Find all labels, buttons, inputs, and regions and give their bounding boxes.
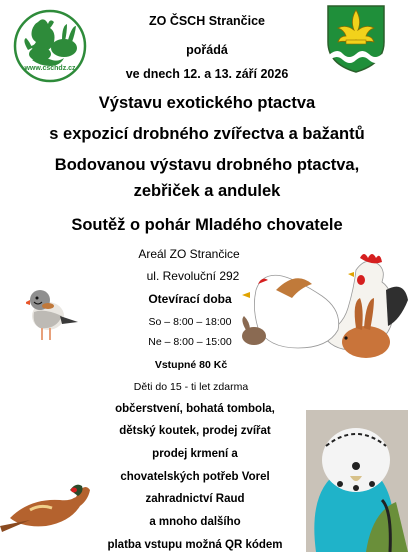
show-title-4: zebřiček a andulek (133, 182, 281, 200)
feature-line-7: platba vstupu možná QR kódem (107, 539, 283, 551)
kids-free: Děti do 15 - ti let zdarma (133, 381, 249, 393)
show-title-1: Výstavu exotického ptactva (98, 94, 316, 112)
feature-line-6: a mnoho dalšího (149, 516, 241, 528)
opening-hours-title: Otevírací doba (148, 292, 232, 306)
venue-street: ul. Revoluční 292 (146, 269, 240, 283)
budgie-icon (306, 410, 408, 552)
rooster-hen-rabbit-icon (236, 250, 408, 362)
hours-sunday: Ne – 8:00 – 15:00 (148, 336, 232, 348)
entry-price: Vstupné 80 Kč (154, 359, 228, 371)
contest-title: Soutěž o pohár Mladého chovatele (71, 216, 343, 234)
logo-url: www.cschdz.cz (24, 65, 76, 72)
feature-line-4: chovatelských potřeb Vorel (120, 471, 270, 483)
feature-line-2: dětský koutek, prodej zvířat (119, 425, 271, 437)
organizes-label: pořádá (186, 43, 228, 57)
organizer: ZO ČSCH Strančice (148, 14, 265, 28)
event-dates: ve dnech 12. a 13. září 2026 (125, 67, 289, 81)
feature-line-1: občerstvení, bohatá tombola, (115, 403, 275, 415)
hours-saturday: So – 8:00 – 18:00 (148, 316, 232, 328)
venue-name: Areál ZO Strančice (138, 247, 240, 261)
zebra-finch-icon (26, 282, 82, 346)
strancice-coat-of-arms-icon (324, 2, 388, 74)
pheasant-icon (0, 470, 90, 540)
show-title-2: s expozicí drobného zvířectva a bažantů (49, 125, 365, 143)
feature-line-3: prodej krmení a (152, 448, 238, 460)
feature-line-5: zahradnictví Raud (145, 493, 245, 505)
show-title-3: Bodovanou výstavu drobného ptactva, (54, 156, 360, 174)
